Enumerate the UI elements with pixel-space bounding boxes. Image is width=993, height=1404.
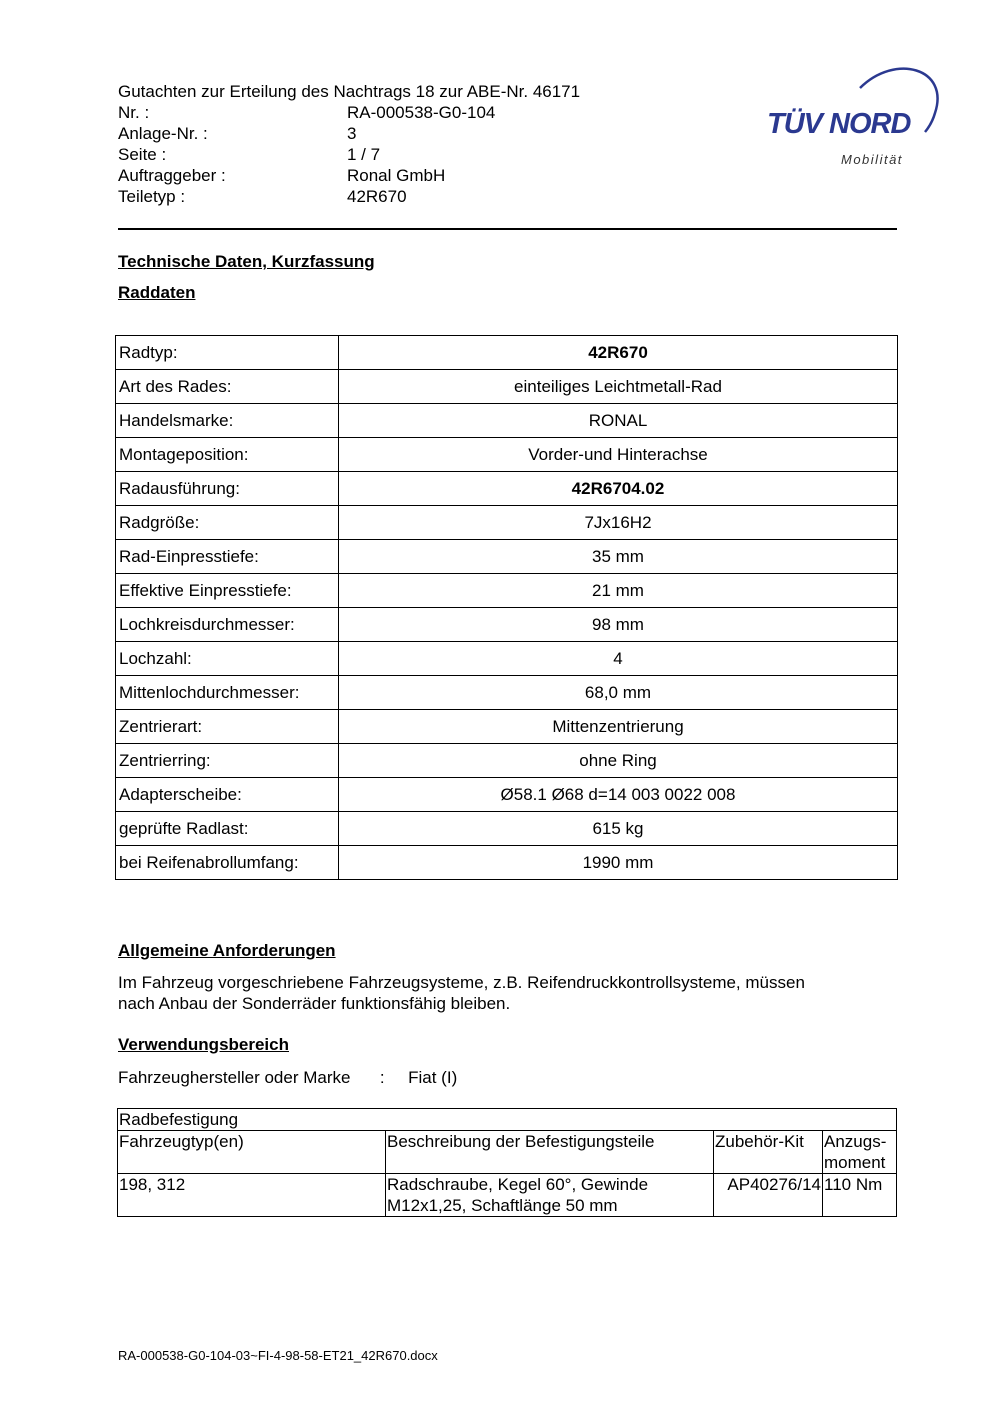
raddaten-value: 68,0 mm — [339, 676, 898, 710]
table-row — [118, 1174, 897, 1217]
header-row — [118, 123, 580, 144]
table-row — [116, 710, 898, 744]
header-row — [118, 144, 580, 165]
raddaten-label: geprüfte Radlast: — [116, 812, 339, 846]
raddaten-label: Adapterscheibe: — [116, 778, 339, 812]
raddaten-label: bei Reifenabrollumfang: — [116, 846, 339, 880]
header-key: Nr. : — [118, 103, 150, 122]
raddaten-label: Montageposition: — [116, 438, 339, 472]
logo-subtitle: Mobilität — [841, 152, 903, 167]
raddaten-label: Lochkreisdurchmesser: — [116, 608, 339, 642]
hersteller-separator: : — [379, 1068, 385, 1087]
header-row — [118, 165, 580, 186]
raddaten-label: Mittenlochdurchmesser: — [116, 676, 339, 710]
header-value: 42R670 — [347, 187, 407, 206]
footer-filename: RA-000538-G0-104-03~FI-4-98-58-ET21_42R670.docx — [118, 1348, 438, 1363]
table-cell: AP40276/14 — [714, 1174, 823, 1217]
header-key: Anlage-Nr. : — [118, 124, 208, 143]
table-row — [116, 642, 898, 676]
hersteller-label: Fahrzeughersteller oder Marke — [118, 1068, 351, 1087]
col-header: Fahrzeugtyp(en) — [118, 1131, 386, 1174]
table-row — [116, 574, 898, 608]
allgemein-text — [118, 972, 805, 1014]
raddaten-label: Zentrierart: — [116, 710, 339, 744]
raddaten-value: 42R6704.02 — [339, 472, 898, 506]
table-row — [116, 336, 898, 370]
raddaten-value: 1990 mm — [339, 846, 898, 880]
header-key: Teiletyp : — [118, 187, 186, 206]
raddaten-label: Zentrierring: — [116, 744, 339, 778]
heading-technische-daten: Technische Daten, Kurzfassung — [118, 252, 375, 271]
table-row — [116, 472, 898, 506]
col-header: Zubehör-Kit — [714, 1131, 823, 1174]
raddaten-label: Handelsmarke: — [116, 404, 339, 438]
tuv-nord-logo — [765, 58, 945, 173]
table-row — [116, 404, 898, 438]
heading-allgemeine-anforderungen: Allgemeine Anforderungen — [118, 941, 336, 960]
raddaten-value: 7Jx16H2 — [339, 506, 898, 540]
heading-verwendungsbereich: Verwendungsbereich — [118, 1035, 289, 1054]
raddaten-value: Ø58.1 Ø68 d=14 003 0022 008 — [339, 778, 898, 812]
raddaten-label: Radausführung: — [116, 472, 339, 506]
table-row — [116, 846, 898, 880]
table-cell: 198, 312 — [118, 1174, 386, 1217]
header-value: 1 / 7 — [347, 145, 381, 164]
raddaten-value: 42R670 — [339, 336, 898, 370]
allgemein-line: Im Fahrzeug vorgeschriebene Fahrzeugsysteme, z.B. Reifendruckkontrollsysteme, müssen — [118, 973, 805, 992]
header-key: Seite : — [118, 145, 167, 164]
raddaten-value: Vorder-und Hinterachse — [339, 438, 898, 472]
header-row — [118, 102, 580, 123]
raddaten-value: 21 mm — [339, 574, 898, 608]
raddaten-label: Lochzahl: — [116, 642, 339, 676]
raddaten-table — [115, 335, 898, 880]
raddaten-value: RONAL — [339, 404, 898, 438]
table-row — [116, 506, 898, 540]
table-row — [116, 778, 898, 812]
table-row — [116, 676, 898, 710]
raddaten-label: Radtyp: — [116, 336, 339, 370]
document-title: Gutachten zur Erteilung des Nachtrags 18 zur ABE-Nr. 46171 — [118, 82, 581, 101]
table-row — [116, 438, 898, 472]
raddaten-value: 98 mm — [339, 608, 898, 642]
header-divider — [118, 228, 897, 230]
raddaten-value: ohne Ring — [339, 744, 898, 778]
table-row — [116, 370, 898, 404]
radbefestigung-title: Radbefestigung — [118, 1109, 897, 1131]
header-row — [118, 186, 580, 207]
header-value: 3 — [347, 124, 357, 143]
raddaten-label: Art des Rades: — [116, 370, 339, 404]
header-value: Ronal GmbH — [347, 166, 446, 185]
raddaten-label: Rad-Einpresstiefe: — [116, 540, 339, 574]
table-cell: 110 Nm — [823, 1174, 897, 1217]
document-header — [118, 81, 580, 207]
raddaten-label: Effektive Einpresstiefe: — [116, 574, 339, 608]
raddaten-value: 4 — [339, 642, 898, 676]
verwendung-line — [118, 1067, 457, 1088]
table-row — [116, 744, 898, 778]
table-row — [116, 540, 898, 574]
col-header: Anzugs- moment — [823, 1131, 897, 1174]
table-row — [116, 812, 898, 846]
table-header-row — [118, 1131, 897, 1174]
raddaten-value: 35 mm — [339, 540, 898, 574]
allgemein-line: nach Anbau der Sonderräder funktionsfähig bleiben. — [118, 994, 511, 1013]
hersteller-value: Fiat (I) — [408, 1068, 458, 1087]
logo-brand: TÜV NORD — [767, 108, 911, 140]
radbefestigung-table — [117, 1108, 897, 1217]
heading-raddaten: Raddaten — [118, 283, 196, 302]
raddaten-value: Mittenzentrierung — [339, 710, 898, 744]
raddaten-value: 615 kg — [339, 812, 898, 846]
table-title-row — [118, 1109, 897, 1131]
raddaten-value: einteiliges Leichtmetall-Rad — [339, 370, 898, 404]
header-value: RA-000538-G0-104 — [347, 103, 496, 122]
table-row — [116, 608, 898, 642]
raddaten-label: Radgröße: — [116, 506, 339, 540]
col-header: Beschreibung der Befestigungsteile — [386, 1131, 714, 1174]
table-cell: Radschraube, Kegel 60°, Gewinde M12x1,25, Schaftlänge 50 mm — [386, 1174, 714, 1217]
header-key: Auftraggeber : — [118, 166, 226, 185]
